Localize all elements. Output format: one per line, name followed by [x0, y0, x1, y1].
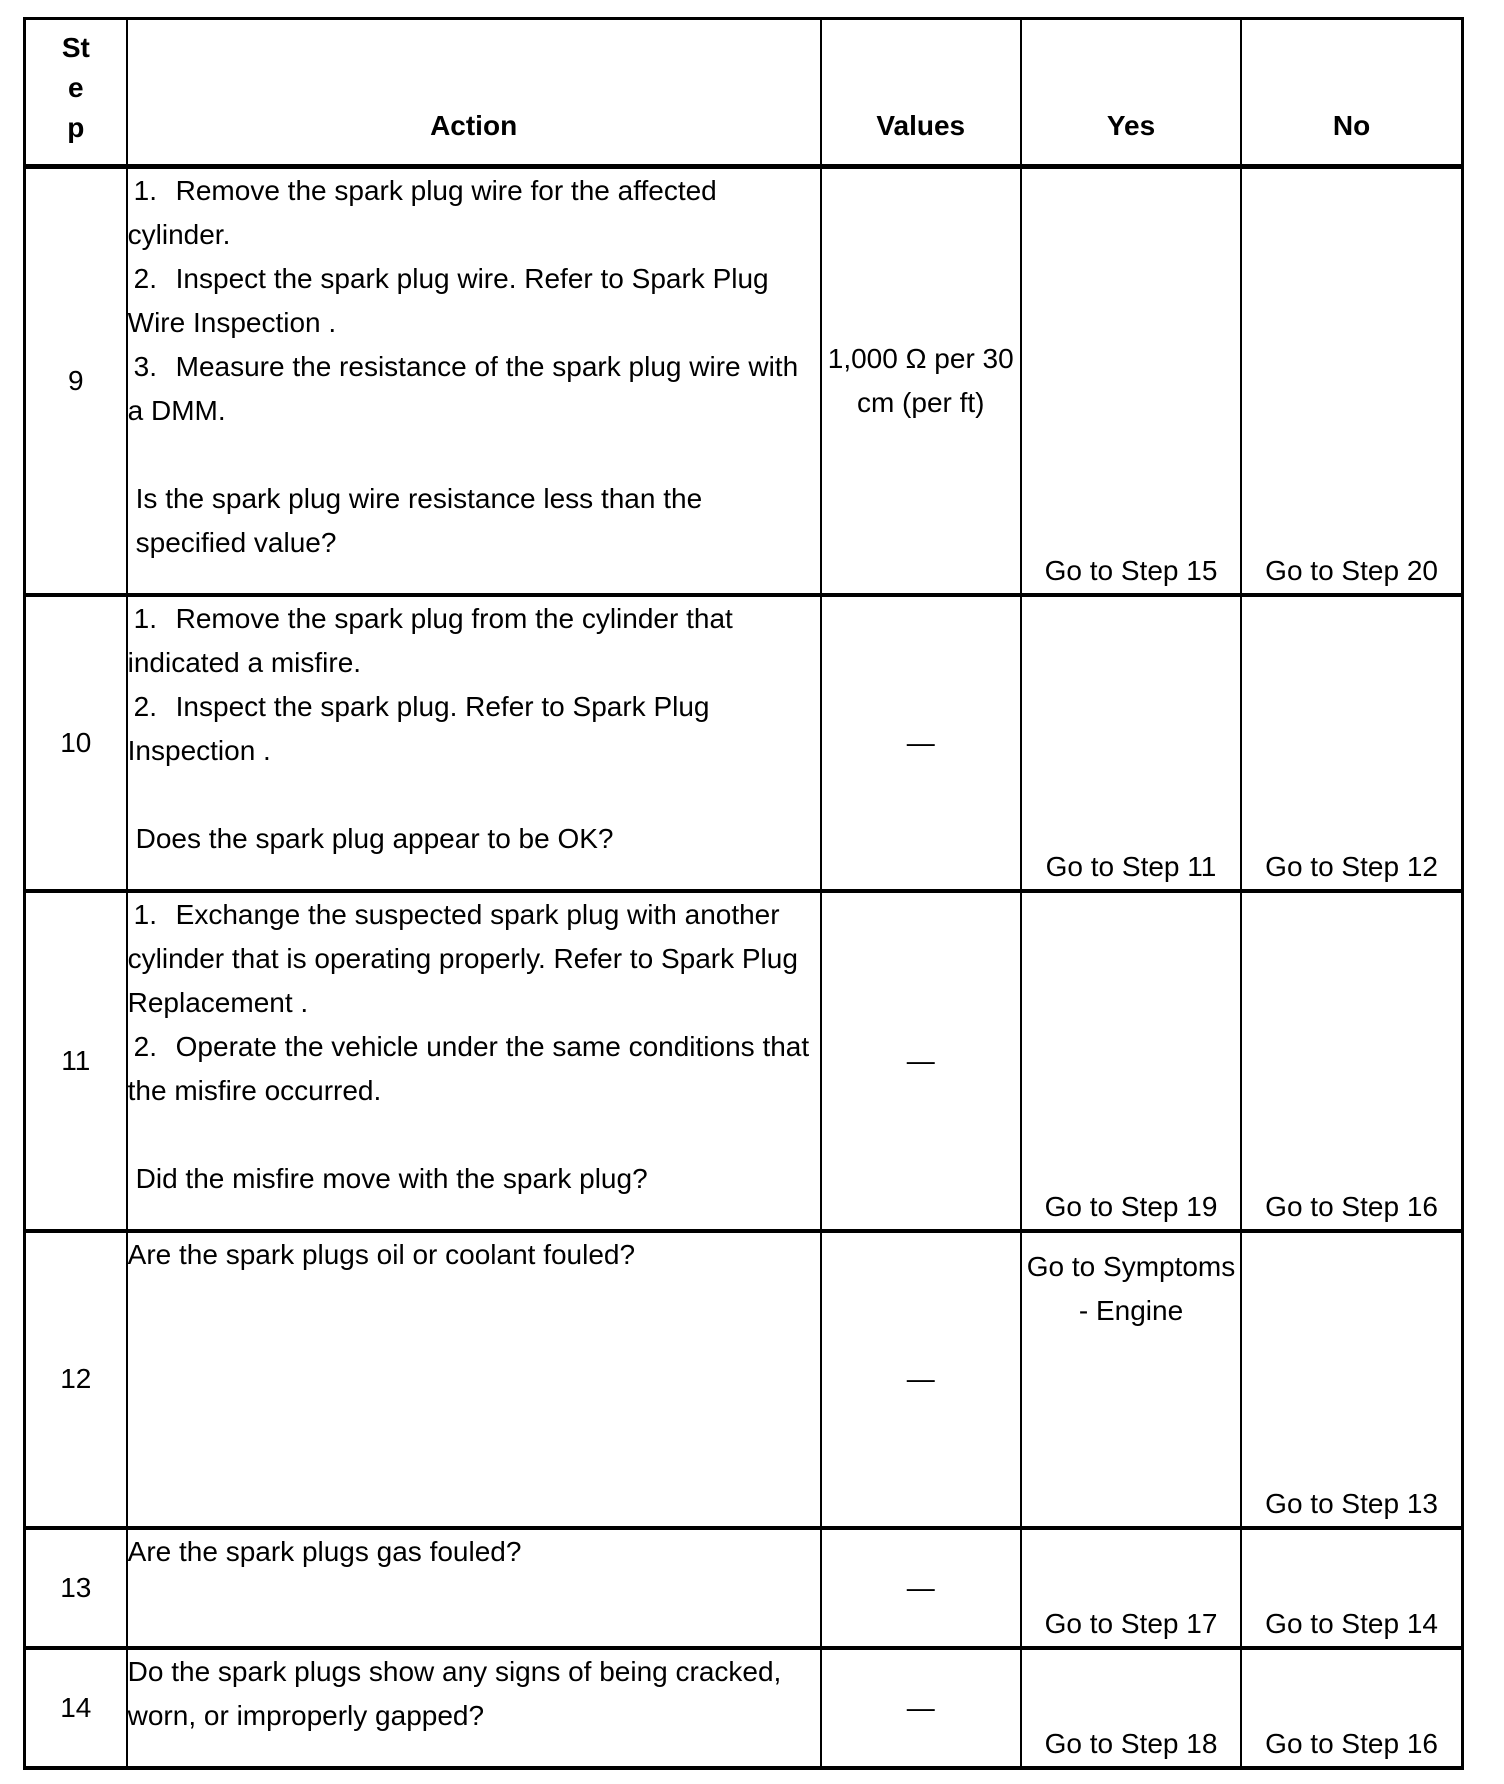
table-row — [25, 595, 1463, 891]
action-cell — [127, 167, 821, 595]
action-question: Do the spark plugs show any signs of being cracked, worn, or improperly gapped? — [127, 1655, 782, 1731]
values-cell: — — [821, 595, 1021, 891]
action-cell — [127, 1231, 821, 1528]
step-number: 14 — [25, 1648, 127, 1768]
table-row — [25, 1231, 1463, 1528]
step-number: 9 — [25, 167, 127, 595]
action-step: 2. Operate the vehicle under the same conditions that the misfire occurred. — [127, 1030, 810, 1106]
no-cell: Go to Step 14 — [1241, 1528, 1462, 1648]
action-step: 1. Remove the spark plug wire for the affected cylinder. — [127, 175, 717, 250]
header-no: No — [1241, 19, 1462, 167]
table-row — [25, 167, 1463, 595]
header-step: Step — [25, 19, 127, 167]
action-question: Did the misfire move with the spark plug? — [135, 1162, 648, 1194]
step-number: 12 — [25, 1231, 127, 1528]
action-question: Is the spark plug wire resistance less than the specified value? — [135, 483, 703, 558]
no-cell: Go to Step 13 — [1241, 1231, 1462, 1528]
table-row — [25, 1528, 1463, 1648]
yes-cell: Go to Symptoms - Engine — [1021, 1231, 1241, 1528]
header-action: Action — [127, 19, 821, 167]
values-cell: — — [821, 1528, 1021, 1648]
yes-cell: Go to Step 17 — [1021, 1528, 1241, 1648]
action-question: Are the spark plugs gas fouled? — [127, 1535, 522, 1567]
table-row — [25, 1648, 1463, 1768]
action-cell — [127, 1648, 821, 1768]
action-question: Does the spark plug appear to be OK? — [135, 822, 614, 854]
action-question: Are the spark plugs oil or coolant fouled? — [127, 1238, 636, 1270]
action-cell — [127, 1528, 821, 1648]
action-step: 1. Remove the spark plug from the cylinder that indicated a misfire. — [127, 602, 733, 678]
header-yes: Yes — [1021, 19, 1241, 167]
action-step: 2. Inspect the spark plug wire. Refer to Spark Plug Wire Inspection . — [127, 263, 769, 338]
action-cell — [127, 891, 821, 1231]
action-step: 3. Measure the resistance of the spark plug wire with a DMM. — [127, 351, 799, 426]
header-row — [25, 19, 1463, 167]
step-number: 13 — [25, 1528, 127, 1648]
yes-cell: Go to Step 11 — [1021, 595, 1241, 891]
no-cell: Go to Step 16 — [1241, 891, 1462, 1231]
diagnostic-table — [23, 17, 1464, 1770]
yes-cell: Go to Step 19 — [1021, 891, 1241, 1231]
no-cell: Go to Step 12 — [1241, 595, 1462, 891]
values-cell: — — [821, 891, 1021, 1231]
header-values: Values — [821, 19, 1021, 167]
no-cell: Go to Step 20 — [1241, 167, 1462, 595]
values-cell: — — [821, 1231, 1021, 1528]
action-step: 1. Exchange the suspected spark plug with another cylinder that is operating properly. Refer to Spark Plug Replacement . — [127, 898, 798, 1018]
yes-cell: Go to Step 15 — [1021, 167, 1241, 595]
values-cell: — — [821, 1648, 1021, 1768]
step-number: 11 — [25, 891, 127, 1231]
values-cell: 1,000 Ω per 30 cm (per ft) — [821, 167, 1021, 595]
yes-cell: Go to Step 18 — [1021, 1648, 1241, 1768]
no-cell: Go to Step 16 — [1241, 1648, 1462, 1768]
action-cell — [127, 595, 821, 891]
table-row — [25, 891, 1463, 1231]
step-number: 10 — [25, 595, 127, 891]
action-step: 2. Inspect the spark plug. Refer to Spark Plug Inspection . — [127, 690, 710, 766]
